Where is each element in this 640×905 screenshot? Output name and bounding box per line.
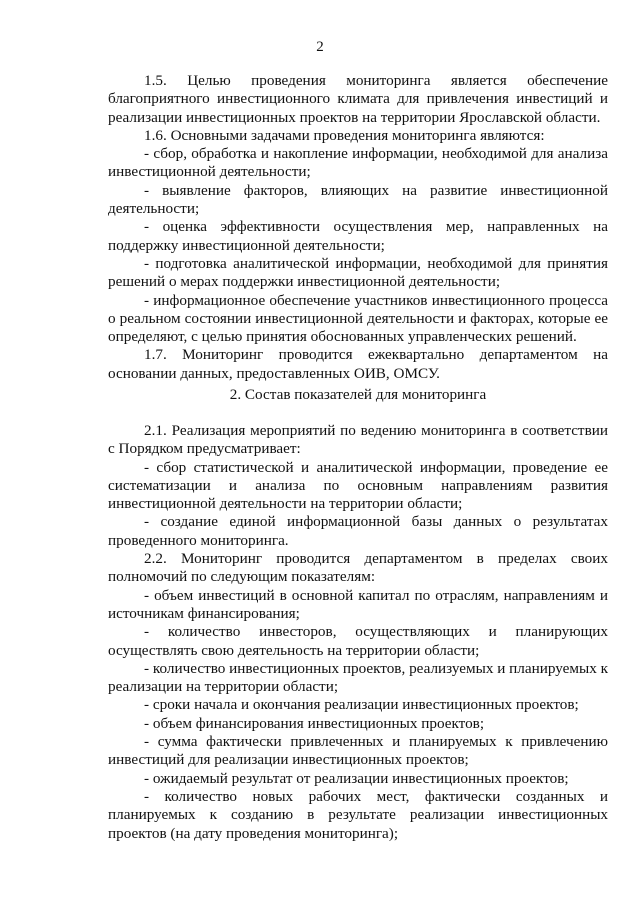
list-item: - выявление факторов, влияющих на развитие инвестиционной деятельности; [108, 181, 608, 218]
list-item: - количество инвесторов, осуществляющих и планирующих осуществлять свою деятельность на территории области; [108, 623, 608, 659]
list-item: - сроки начала и окончания реализации инвестиционных проектов; [144, 696, 579, 714]
list-item: - сбор статистической и аналитической информации, проведение ее систематизации и анализа по основным направлениям развития инвестиционной деятельности на территории области; [108, 458, 608, 513]
list-item: - сбор, обработка и накопление информации, необходимой для анализа инвестиционной деятельности; [108, 145, 608, 181]
list-item: - информационное обеспечение участников инвестиционного процесса о реальном состоянии инвестиционной деятельности и факторах, которые ее определяют, с целью принятия обоснованных управленческих решений. [108, 291, 608, 346]
paragraph: 2.2. Мониторинг проводится департаментом в пределах своих полномочий по следующим показателям: [108, 550, 608, 586]
paragraph: 1.7. Мониторинг проводится ежеквартально департаментом на основании данных, предоставленных ОИВ, ОМСУ. [108, 346, 608, 382]
list-item: - сумма фактически привлеченных и планируемых к привлечению инвестиций для реализации инвестиционных проектов; [108, 733, 608, 769]
page-number: 2 [316, 39, 324, 55]
list-item: - оценка эффективности осуществления мер, направленных на поддержку инвестиционной деятельности; [108, 218, 608, 254]
list-item: - объем финансирования инвестиционных проектов; [144, 714, 485, 732]
list-item: - подготовка аналитической информации, необходимой для принятия решений о мерах поддержки инвестиционной деятельности; [108, 254, 608, 291]
section-2-body [108, 422, 608, 843]
paragraph: 1.6. Основными задачами проведения мониторинга являются: [144, 126, 545, 144]
list-item: - ожидаемый результат от реализации инвестиционных проектов; [144, 769, 569, 787]
section-1-body [108, 72, 608, 383]
list-item: - количество инвестиционных проектов, реализуемых и планируемых к реализации на территории области; [108, 659, 608, 696]
paragraph: 2.1. Реализация мероприятий по ведению мониторинга в соответствии с Порядком предусматривает: [108, 422, 608, 458]
list-item: - количество новых рабочих мест, фактически созданных и планируемых к созданию в результате реализации инвестиционных проектов (на дату проведения мониторинга); [108, 787, 608, 842]
list-item: - создание единой информационной базы данных о результатах проведенного мониторинга. [108, 513, 608, 549]
section-2-heading: 2. Состав показателей для мониторинга [229, 386, 487, 403]
list-item: - объем инвестиций в основной капитал по отраслям, направлениям и источникам финансирования; [108, 586, 608, 622]
paragraph: 1.5. Целью проведения мониторинга является обеспечение благоприятного инвестиционного климата для привлечения инвестиций и реализации инвестиционных проектов на территории Ярославской области. [108, 72, 608, 126]
